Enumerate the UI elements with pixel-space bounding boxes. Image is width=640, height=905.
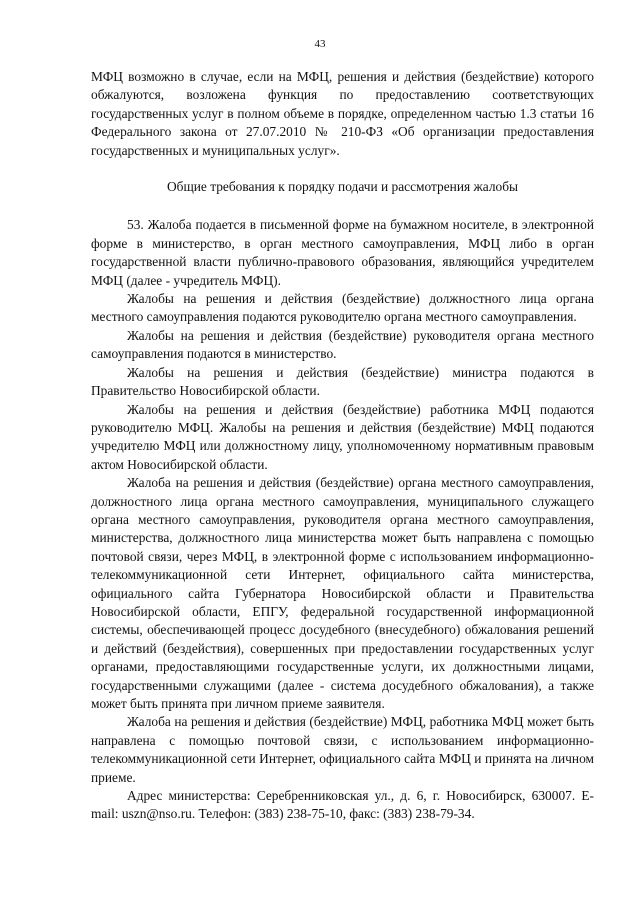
paragraph-submission-methods: Жалоба на решения и действия (бездействие) органа местного самоуправления, должностного лица органа местного самоуправления, муниципального служащего органа местного самоуправления, руководителя органа местного самоуправления, министерства, должностного лица министерства может быть направлена с помощью почтовой связи, через МФЦ, в электронной форме с использованием информационно-телекоммуникационной сети Интернет, официального сайта министерства, официального сайта Губернатора Новосибирской области и Правительства Новосибирской области, ЕПГУ, федеральной государственной информационной системы, обеспечивающей процесс досудебного (внесудебного) обжалования решений и действий (бездействия), совершенных при предоставлении государственных услуг органами, предоставляющими государственные услуги, их должностными лицами, государственными служащими (далее - система досудебного обжалования), а также может быть принята при личном приеме заявителя. [91, 475, 594, 711]
paragraph-53: 53. Жалоба подается в письменной форме на бумажном носителе, в электронной форме в министерство, в орган местного самоуправления, МФЦ либо в орган государственной власти публично-правового образования, являющийся учредителем МФЦ (далее - учредитель МФЦ). [91, 217, 594, 288]
page-number: 43 [314, 38, 326, 50]
paragraph-head-complaints: Жалобы на решения и действия (бездействие) руководителя органа местного самоуправления подаются в министерство. [91, 327, 594, 362]
paragraph-official-complaints: Жалобы на решения и действия (бездействие) должностного лица органа местного самоуправления подаются руководителю органа местного самоуправления. [91, 291, 594, 325]
section-heading: Общие требования к порядку подачи и рассмотрения жалобы [166, 179, 519, 195]
paragraph-ministry-address: Адрес министерства: Серебренниковская ул., д. 6, г. Новосибирск, 630007. E-mail: uszn@nso.ru. Телефон: (383) 238-75-10, факс: (383) 238-79-34. [91, 788, 594, 822]
document-body [91, 68, 594, 824]
paragraph-mfc-submission: Жалоба на решения и действия (бездействие) МФЦ, работника МФЦ может быть направлена с помощью почтовой связи, с использованием информационно-телекоммуникационной сети Интернет, официального сайта МФЦ и принята на личном приеме. [91, 714, 594, 785]
intro-paragraph: МФЦ возможно в случае, если на МФЦ, решения и действия (бездействие) которого обжалуются, возложена функция по предоставлению соответствующих государственных услуг в полном объеме в порядке, определенном частью 1.3 статьи 16 Федерального закона от 27.07.2010 № 210-ФЗ «Об организации предоставления государственных и муниципальных услуг». [91, 69, 594, 158]
paragraph-minister-complaints: Жалобы на решения и действия (бездействие) министра подаются в Правительство Новосибирской области. [91, 364, 594, 399]
paragraph-mfc-worker-complaints: Жалобы на решения и действия (бездействие) работника МФЦ подаются руководителю МФЦ. Жалобы на решения и действия (бездействие) МФЦ подаются учредителю МФЦ или должностному лицу, уполномоченному нормативным правовым актом Новосибирской области. [91, 401, 594, 472]
